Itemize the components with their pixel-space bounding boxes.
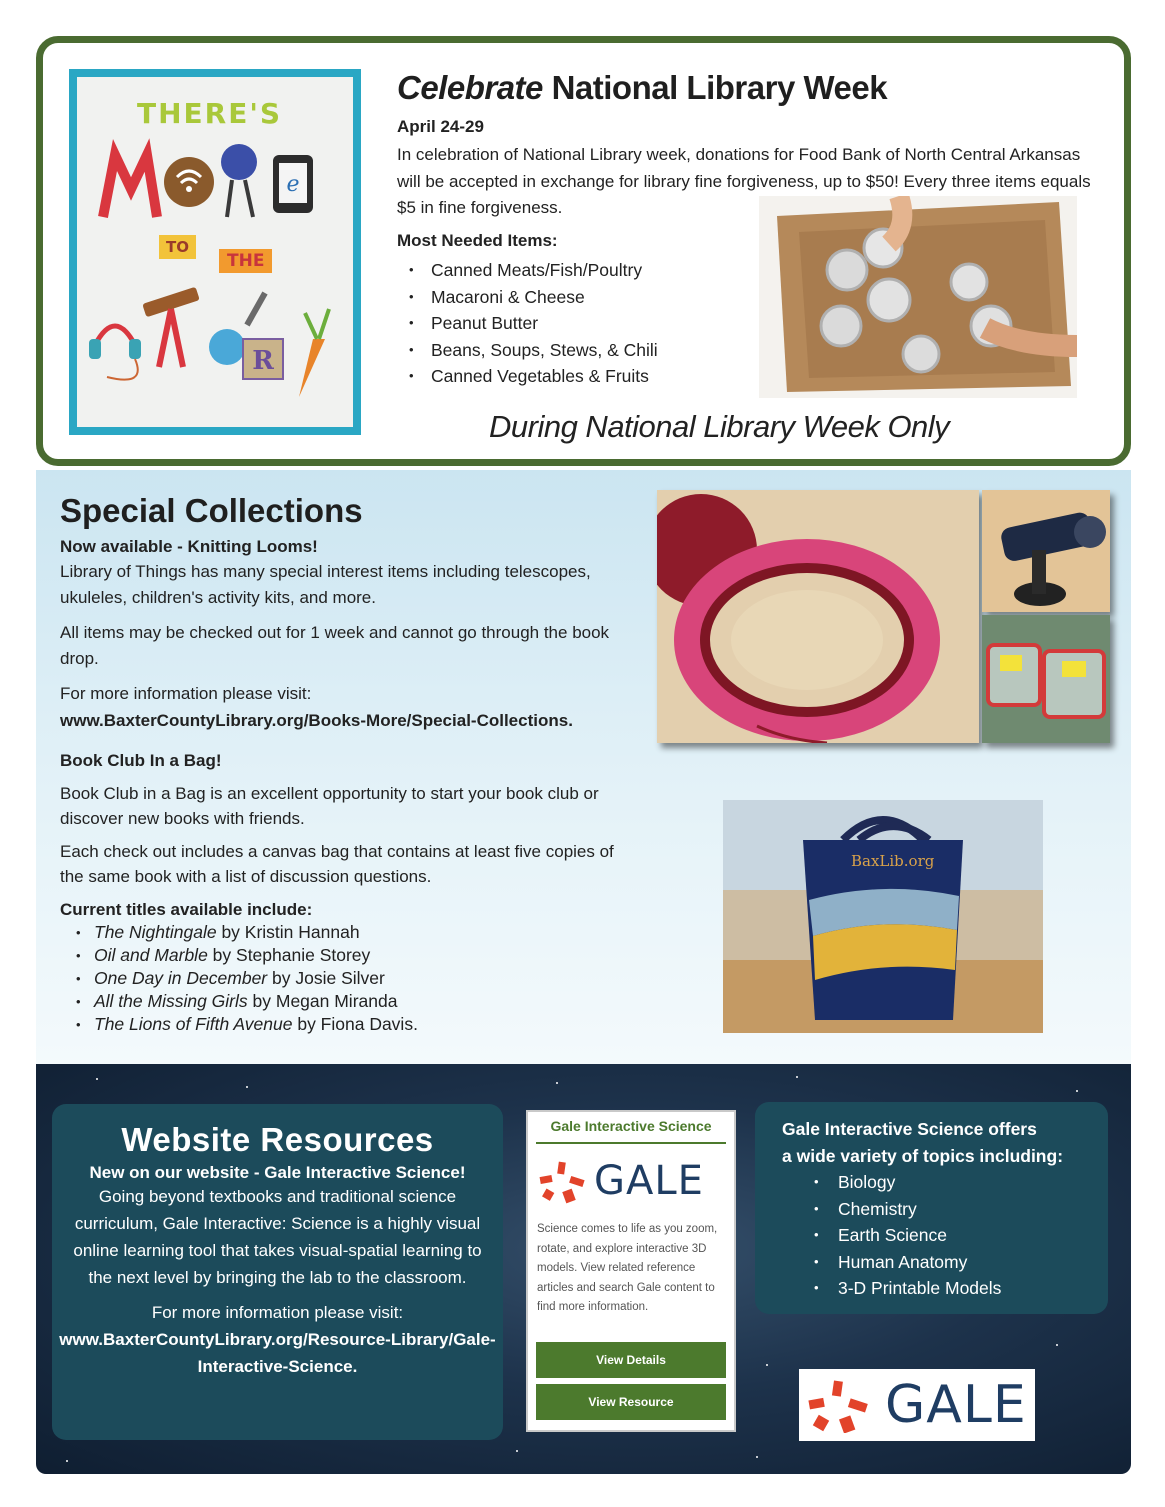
list-item: • 3-D Printable Models [804,1275,1001,1302]
gale-topics-list [804,1169,1001,1302]
gale-card-description: Science comes to life as you zoom, rotate, and explore interactive 3D models. View related reference articles and search Gale content to find more information. [537,1223,718,1313]
gale-card-heading: Gale Interactive Science [536,1118,726,1144]
nlw-title-rest: National Library Week [542,69,888,106]
activity-kits-photo [982,615,1110,743]
nlw-footer-note: During National Library Week Only [489,409,950,444]
list-item [60,1013,418,1036]
list-item: • Earth Science [804,1222,1001,1249]
knitting-paragraph-2: All items may be checked out for 1 week and cannot go through the book drop. [60,623,610,668]
website-resources-subtitle: New on our website - Gale Interactive Science! [89,1163,466,1182]
knitting-loom-photo [657,490,979,743]
list-item [60,990,418,1013]
gale-logo-mark-icon [807,1379,873,1433]
list-item [60,944,418,967]
website-resources-description: Going beyond textbooks and traditional science curriculum, Gale Interactive: Science is a highly visual online learning tool that takes visual-spatial learning to the next level by bringing the lab to the classroom. [73,1187,482,1287]
list-item: • Chemistry [804,1196,1001,1223]
website-resources-more-info: For more information please visit: [151,1303,404,1322]
view-resource-button[interactable]: View Resource [536,1384,726,1420]
book-title: The Lions of Fifth Avenue [94,1014,293,1034]
nlw-description: In celebration of National Library week, donations for Food Bank of North Central Arkansas will be accepted in exchange for library fine forgiveness, up to $50! Every three items equals $5 in fine forgiveness. [397,145,1091,217]
list-item: • Biology [804,1169,1001,1196]
knitting-paragraph-1: Library of Things has many special interest items including telescopes, ukuleles, children's activity kits, and more. [60,562,591,607]
list-item: • Beans, Soups, Stews, & Chili [397,337,658,364]
view-details-button[interactable]: View Details [536,1342,726,1378]
knitting-loom-art [657,490,979,743]
bag-label: BaxLib.org [851,852,935,870]
nlw-date: April 24-29 [397,117,484,136]
book-title: Oil and Marble [94,945,208,965]
book-club-bag-art [723,800,1043,1033]
gale-topics-heading-line-1: Gale Interactive Science offers [782,1119,1037,1139]
book-club-heading: Book Club In a Bag! [60,751,222,770]
poster-more-art [77,77,353,407]
special-collections-section [36,470,1131,1070]
special-collections-link[interactable]: www.BaxterCountyLibrary.org/Books-More/Special-Collections. [60,711,573,730]
special-collections-title: Special Collections [60,492,363,529]
poster-word-theres: THERE'S [137,97,283,130]
telescope-art [982,490,1110,612]
donation-box-art [759,196,1077,398]
book-club-bag-photo [723,800,1043,1033]
book-club-paragraph-1: Book Club in a Bag is an excellent opportunity to start your book club or discover new books with friends. [60,784,599,828]
telescope-photo [982,490,1110,612]
website-resources-title: Website Resources [121,1121,434,1158]
list-item: • Canned Meats/Fish/Poultry [397,257,658,284]
poster-word-the: THE [219,249,272,273]
gale-logo-mark-icon [538,1160,588,1204]
gale-topics-panel [755,1102,1108,1314]
knitting-heading: Now available - Knitting Looms! [60,537,318,556]
gale-topics-heading [782,1116,1063,1169]
book-author: by Josie Silver [267,968,385,988]
list-item [60,967,418,990]
gale-card-logo-text: GALE [594,1158,704,1204]
national-library-week-box [36,36,1131,466]
list-item: • Macaroni & Cheese [397,284,658,311]
gale-interactive-science-card [526,1110,736,1432]
nlw-title [397,69,887,107]
book-author: by Kristin Hannah [216,922,360,942]
current-titles-heading: Current titles available include: [60,900,313,919]
list-item: • Human Anatomy [804,1249,1001,1276]
book-author: by Fiona Davis. [292,1014,418,1034]
website-resources-panel [52,1104,503,1440]
book-title: The Nightingale [94,922,217,942]
poster-art [77,77,353,427]
poster-word-to: TO [159,235,196,259]
website-resources-section [36,1064,1131,1474]
list-item: • Canned Vegetables & Fruits [397,363,658,390]
current-titles-list [60,921,418,1036]
list-item: • Peanut Butter [397,310,658,337]
book-club-paragraph-2: Each check out includes a canvas bag that contains at least five copies of the same book with a list of discussion questions. [60,842,614,886]
gale-logo [799,1369,1035,1441]
list-item [60,921,418,944]
svg-text:e: e [286,172,300,197]
gale-logo-text: GALE [885,1375,1027,1435]
activity-kits-art [982,615,1110,743]
book-title: One Day in December [94,968,268,988]
most-needed-list [397,257,658,390]
nlw-title-celebrate: Celebrate [397,69,543,106]
gale-topics-heading-line-2: a wide variety of topics including: [782,1145,1064,1166]
svg-text:R: R [252,346,274,376]
knitting-more-info: For more information please visit: [60,684,312,703]
donation-box-photo [759,196,1077,398]
gale-science-link[interactable]: www.BaxterCountyLibrary.org/Resource-Library/Gale-Interactive-Science. [59,1330,496,1376]
more-to-the-story-poster [69,69,361,435]
most-needed-heading: Most Needed Items: [397,231,558,250]
book-title: All the Missing Girls [94,991,248,1011]
book-author: by Stephanie Storey [207,945,371,965]
book-author: by Megan Miranda [247,991,398,1011]
